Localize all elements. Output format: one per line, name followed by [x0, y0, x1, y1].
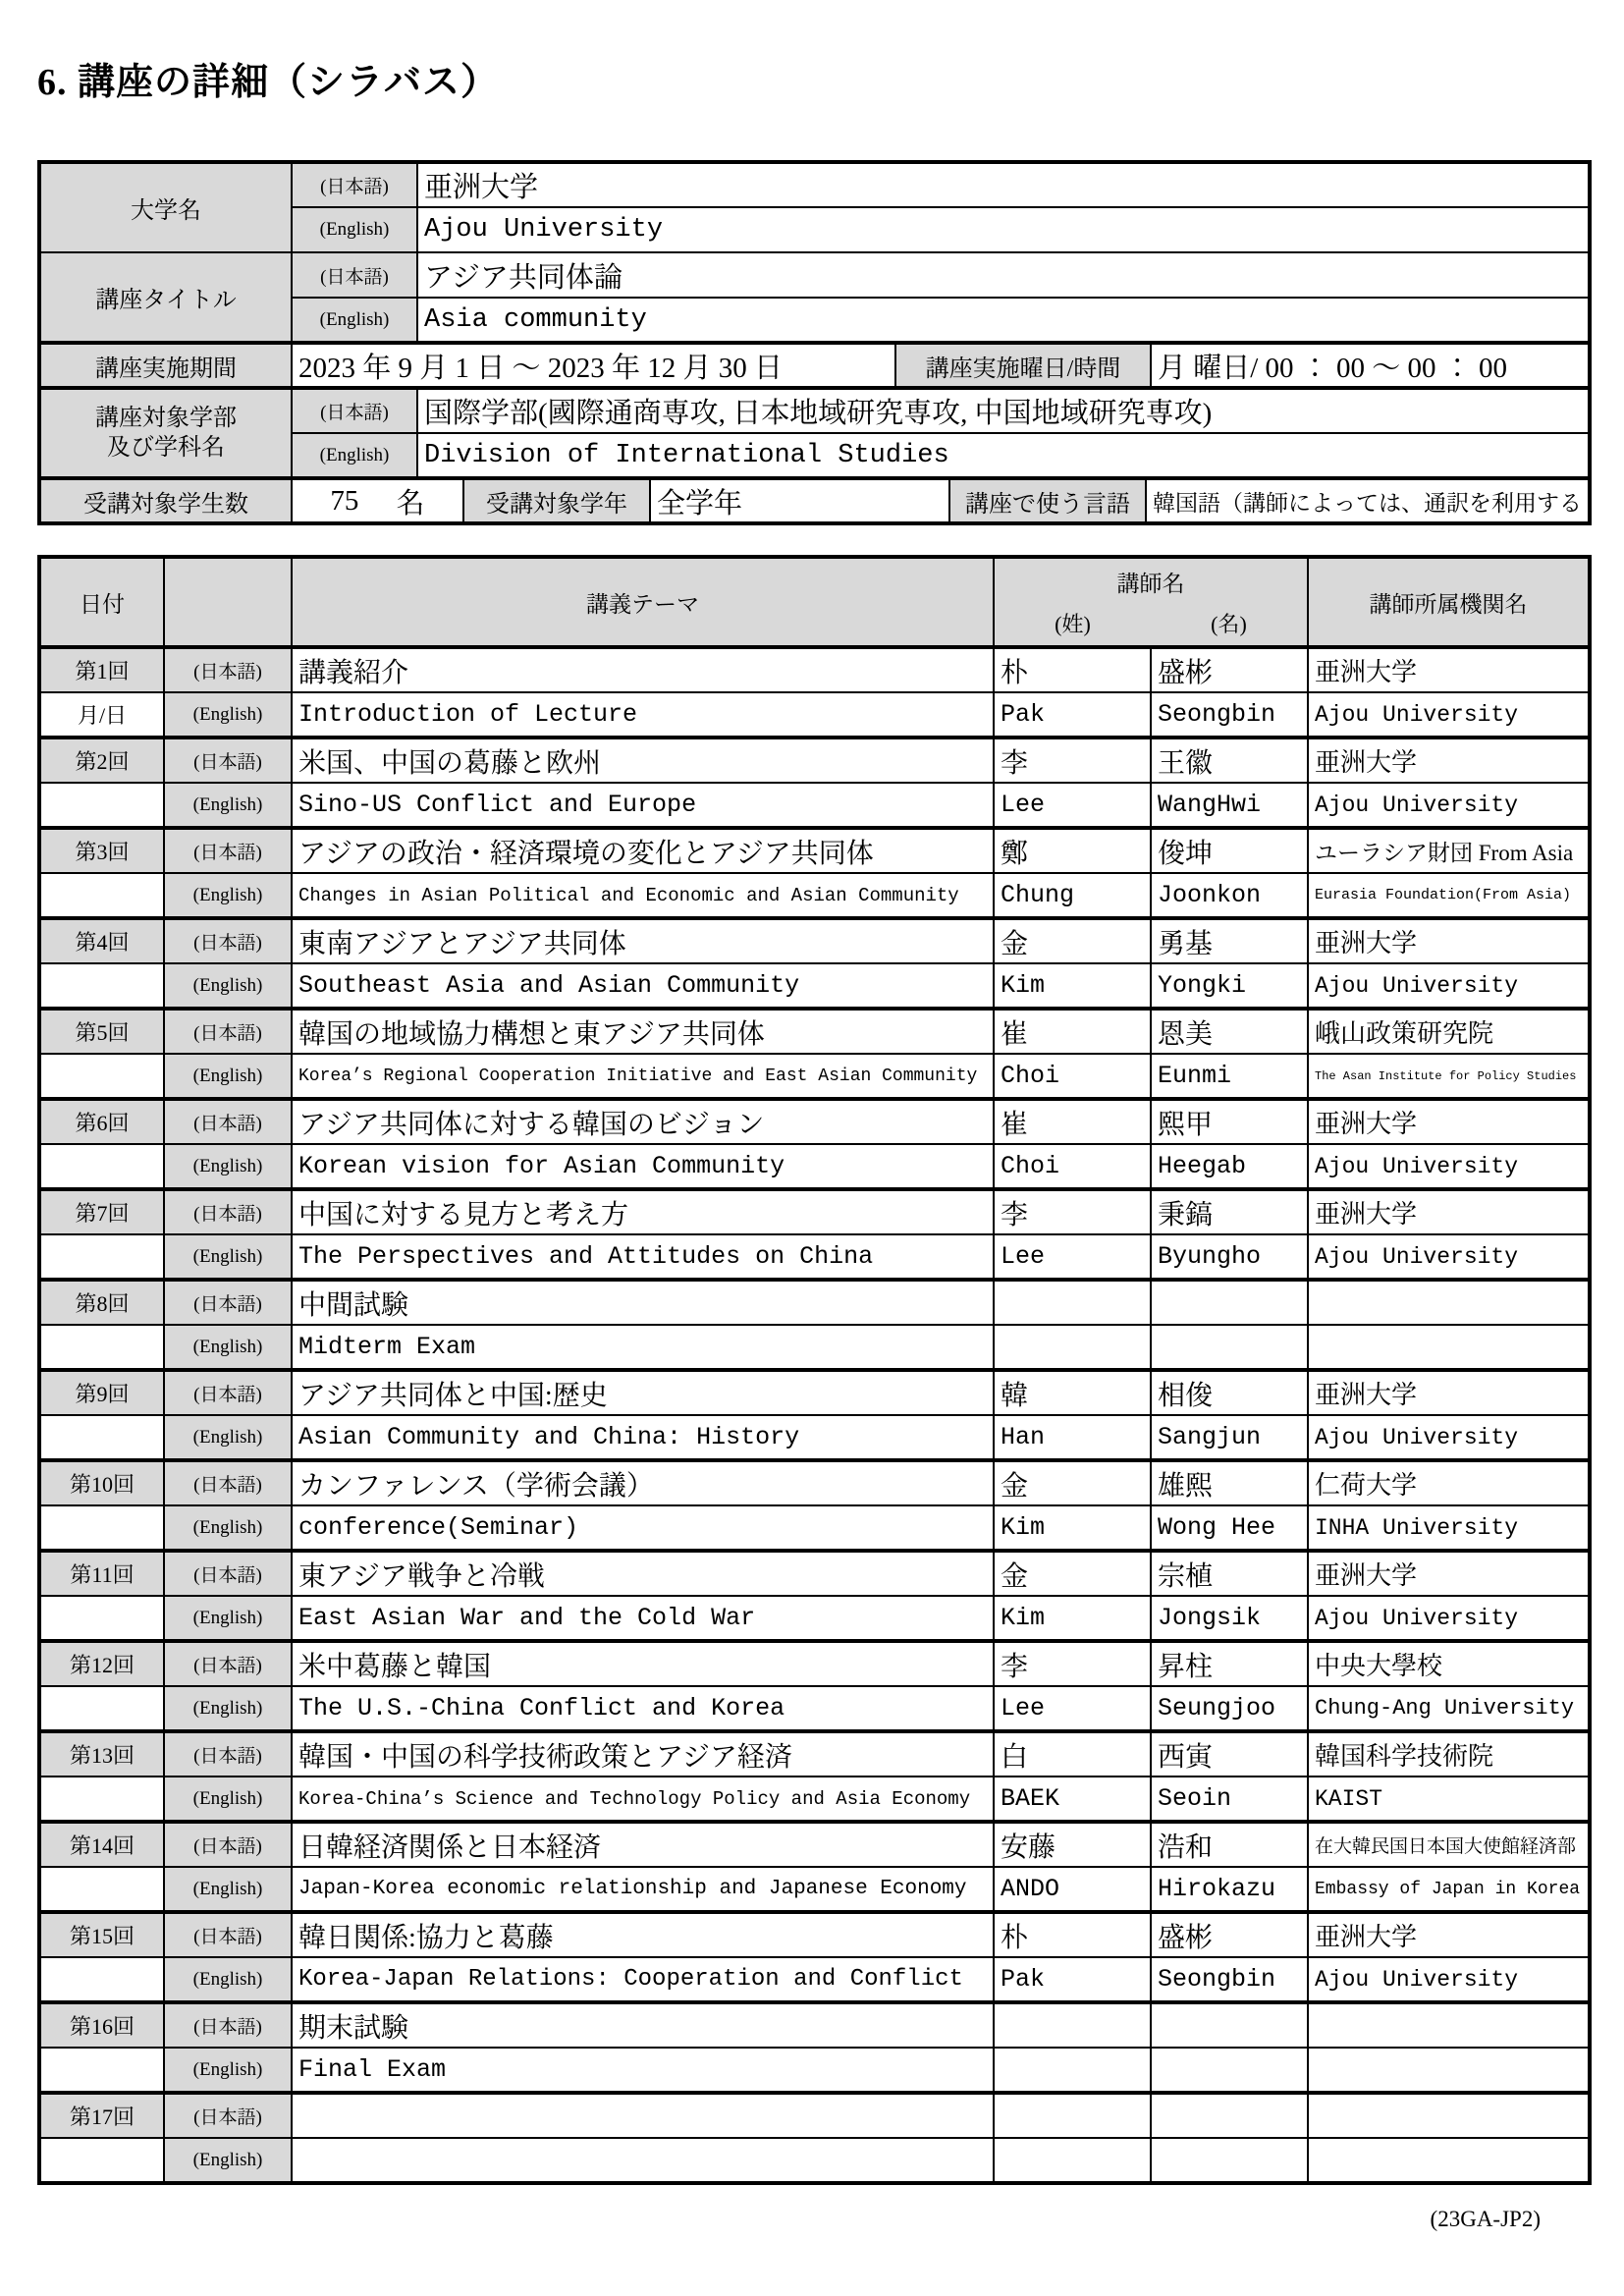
schedule-row-japanese: [39, 1912, 1590, 1957]
header-date: 日付: [39, 557, 164, 647]
lecturer-surname-en: Lee: [994, 1686, 1151, 1731]
schedule-row-japanese: [39, 1189, 1590, 1234]
round-number: 第8回: [39, 1280, 164, 1325]
faculty-label-line1: 講座対象学部: [95, 406, 237, 431]
round-number: 第6回: [39, 1099, 164, 1144]
japanese-tag: (日本語): [164, 647, 292, 692]
faculty-name-jp: 国際学部(國際通商専攻, 日本地域研究専攻, 中国地域研究専攻): [417, 388, 1590, 433]
day-time-value: 月 曜日/ 00 ： 00 ～ 00 ： 00: [1151, 343, 1590, 388]
round-date: [39, 1867, 164, 1912]
course-title-en: Asia community: [417, 298, 1590, 343]
lecture-theme-en: The U.S.-China Conflict and Korea: [292, 1686, 994, 1731]
schedule-row-english: [39, 783, 1590, 828]
round-date: [39, 783, 164, 828]
round-date: [39, 2138, 164, 2183]
schedule-row-japanese: [39, 2093, 1590, 2138]
lecturer-givenname-en: Seoin: [1151, 1777, 1308, 1822]
english-tag: (English): [292, 433, 417, 478]
lecturer-org-jp: 亜洲大学: [1308, 1551, 1590, 1596]
lecturer-org-en: [1308, 2048, 1590, 2093]
round-number: 第15回: [39, 1912, 164, 1957]
lecturer-surname-en: Lee: [994, 1234, 1151, 1280]
japanese-tag: (日本語): [164, 1460, 292, 1505]
lecturer-surname-en: Lee: [994, 783, 1151, 828]
period-label: 講座実施期間: [39, 343, 292, 388]
university-label: 大学名: [39, 162, 292, 252]
lecturer-org-jp: 韓国科学技術院: [1308, 1731, 1590, 1777]
round-date: [39, 1054, 164, 1099]
course-title-jp: アジア共同体論: [417, 252, 1590, 298]
lecturer-org-en: KAIST: [1308, 1777, 1590, 1822]
lecturer-givenname-jp: 秉鎬: [1151, 1189, 1308, 1234]
round-number: 第16回: [39, 2002, 164, 2048]
round-number: 第5回: [39, 1009, 164, 1054]
header-org: 講師所属機関名: [1308, 557, 1590, 647]
round-number: 第12回: [39, 1641, 164, 1686]
japanese-tag: (日本語): [164, 1099, 292, 1144]
lecture-theme-jp: 講義紹介: [292, 647, 994, 692]
lecturer-givenname-jp: 熙甲: [1151, 1099, 1308, 1144]
lecturer-givenname-en: [1151, 2048, 1308, 2093]
header-theme: 講義テーマ: [292, 557, 994, 647]
page-title: 6. 講座の詳細（シラバス）: [37, 62, 500, 103]
schedule-row-japanese: [39, 1551, 1590, 1596]
schedule-row-english: [39, 2048, 1590, 2093]
lecturer-givenname-jp: 俊坤: [1151, 828, 1308, 873]
lecturer-givenname-en: Yongki: [1151, 963, 1308, 1009]
lecturer-surname-en: BAEK: [994, 1777, 1151, 1822]
lecturer-org-en: Ajou University: [1308, 1234, 1590, 1280]
lecturer-org-en: Ajou University: [1308, 1144, 1590, 1189]
lecturer-surname-en: Kim: [994, 1596, 1151, 1641]
lecturer-surname-en: Chung: [994, 873, 1151, 918]
round-date: [39, 1415, 164, 1460]
english-tag: (English): [164, 1505, 292, 1551]
period-value: 2023 年 9 月 1 日 ～ 2023 年 12 月 30 日: [292, 343, 895, 388]
lecturer-givenname-en: Jongsik: [1151, 1596, 1308, 1641]
lecturer-givenname-jp: [1151, 2093, 1308, 2138]
lecturer-surname-en: Kim: [994, 1505, 1151, 1551]
lecturer-org-en: [1308, 2138, 1590, 2183]
students-count-unit: 名: [396, 487, 425, 519]
lecture-theme-en: Final Exam: [292, 2048, 994, 2093]
round-date: [39, 1325, 164, 1370]
lecturer-surname-jp: 鄭: [994, 828, 1151, 873]
lecturer-givenname-en: Wong Hee: [1151, 1505, 1308, 1551]
lecturer-surname-en: Pak: [994, 1957, 1151, 2002]
header-blank: [164, 557, 292, 647]
lecturer-org-jp: [1308, 2093, 1590, 2138]
japanese-tag: (日本語): [164, 1912, 292, 1957]
lecturer-org-en: The Asan Institute for Policy Studies: [1308, 1054, 1590, 1099]
lecturer-givenname-jp: 勇基: [1151, 918, 1308, 963]
japanese-tag: (日本語): [292, 252, 417, 298]
lecture-theme-en: Korea-Japan Relations: Cooperation and Conflict: [292, 1957, 994, 2002]
lecturer-givenname-en: Eunmi: [1151, 1054, 1308, 1099]
lecturer-surname-jp: 韓: [994, 1370, 1151, 1415]
lecturer-givenname-en: Byungho: [1151, 1234, 1308, 1280]
japanese-tag: (日本語): [164, 2093, 292, 2138]
japanese-tag: (日本語): [164, 918, 292, 963]
lecturer-org-jp: 亜洲大学: [1308, 1189, 1590, 1234]
round-number: 第7回: [39, 1189, 164, 1234]
lecturer-surname-jp: [994, 1280, 1151, 1325]
schedule-row-english: [39, 1596, 1590, 1641]
lecturer-surname-en: Han: [994, 1415, 1151, 1460]
schedule-row-japanese: [39, 828, 1590, 873]
english-tag: (English): [164, 873, 292, 918]
japanese-tag: (日本語): [164, 828, 292, 873]
lecturer-surname-jp: 李: [994, 738, 1151, 783]
lecture-theme-en: Asian Community and China: History: [292, 1415, 994, 1460]
lecture-theme-jp: 期末試験: [292, 2002, 994, 2048]
course-period-table: [37, 341, 1592, 390]
lecture-theme-jp: 米国、中国の葛藤と欧州: [292, 738, 994, 783]
schedule-row-english: [39, 692, 1590, 738]
japanese-tag: (日本語): [292, 162, 417, 207]
round-number: 第9回: [39, 1370, 164, 1415]
schedule-row-english: [39, 873, 1590, 918]
schedule-row-english: [39, 1415, 1590, 1460]
lecturer-givenname-en: Seongbin: [1151, 692, 1308, 738]
schedule-row-japanese: [39, 738, 1590, 783]
lecturer-surname-jp: 朴: [994, 1912, 1151, 1957]
lecture-theme-jp: カンファレンス（学術会議）: [292, 1460, 994, 1505]
lecturer-surname-jp: 李: [994, 1641, 1151, 1686]
schedule-row-japanese: [39, 1009, 1590, 1054]
lecture-theme-jp: [292, 2093, 994, 2138]
lecture-theme-jp: 東アジア戦争と冷戦: [292, 1551, 994, 1596]
lecturer-surname-jp: [994, 2093, 1151, 2138]
lecture-theme-en: Japan-Korea economic relationship and Japanese Economy: [292, 1867, 994, 1912]
lecturer-org-en: Ajou University: [1308, 1596, 1590, 1641]
schedule-table: [37, 555, 1592, 2185]
lecture-theme-en: Midterm Exam: [292, 1325, 994, 1370]
university-name-en: Ajou University: [417, 207, 1590, 252]
lecturer-givenname-jp: [1151, 1280, 1308, 1325]
lecturer-givenname-en: WangHwi: [1151, 783, 1308, 828]
lecturer-surname-jp: [994, 2002, 1151, 2048]
round-date: [39, 873, 164, 918]
university-name-jp: 亜洲大学: [417, 162, 1590, 207]
schedule-row-english: [39, 1957, 1590, 2002]
lecture-theme-jp: アジア共同体に対する韓国のビジョン: [292, 1099, 994, 1144]
japanese-tag: (日本語): [292, 388, 417, 433]
lecture-theme-en: Introduction of Lecture: [292, 692, 994, 738]
lecturer-org-en: Ajou University: [1308, 963, 1590, 1009]
header-lecturer-title: 講師名: [1116, 572, 1185, 596]
round-number: 第13回: [39, 1731, 164, 1777]
lecturer-givenname-en: Hirokazu: [1151, 1867, 1308, 1912]
round-number: 第1回: [39, 647, 164, 692]
lecturer-givenname-jp: 恩美: [1151, 1009, 1308, 1054]
header-lecturer: [994, 557, 1308, 647]
english-tag: (English): [164, 2138, 292, 2183]
japanese-tag: (日本語): [164, 1641, 292, 1686]
japanese-tag: (日本語): [164, 1822, 292, 1867]
lecture-theme-jp: 米中葛藤と韓国: [292, 1641, 994, 1686]
lecturer-org-jp: 峨山政策研究院: [1308, 1009, 1590, 1054]
japanese-tag: (日本語): [164, 1370, 292, 1415]
lecturer-givenname-jp: 盛彬: [1151, 647, 1308, 692]
students-table: [37, 476, 1592, 525]
round-date: [39, 1957, 164, 2002]
lecturer-givenname-jp: 雄熙: [1151, 1460, 1308, 1505]
lecture-theme-en: Changes in Asian Political and Economic and Asian Community: [292, 873, 994, 918]
japanese-tag: (日本語): [164, 1551, 292, 1596]
round-number: 第11回: [39, 1551, 164, 1596]
lecturer-givenname-jp: 盛彬: [1151, 1912, 1308, 1957]
round-number: 第10回: [39, 1460, 164, 1505]
lecture-theme-en: Korea-China’s Science and Technology Policy and Asia Economy: [292, 1777, 994, 1822]
lecturer-surname-jp: 金: [994, 1551, 1151, 1596]
lecturer-givenname-en: Seongbin: [1151, 1957, 1308, 2002]
lecturer-givenname-jp: 浩和: [1151, 1822, 1308, 1867]
english-tag: (English): [164, 1686, 292, 1731]
faculty-label: [39, 388, 292, 478]
lecture-theme-en: Sino-US Conflict and Europe: [292, 783, 994, 828]
lecturer-givenname-jp: 王徽: [1151, 738, 1308, 783]
lecturer-givenname-jp: [1151, 2002, 1308, 2048]
lecturer-org-jp: 亜洲大学: [1308, 1912, 1590, 1957]
course-info-table: [37, 160, 1592, 345]
english-tag: (English): [164, 1415, 292, 1460]
lecture-theme-en: Korea’s Regional Cooperation Initiative and East Asian Community: [292, 1054, 994, 1099]
schedule-body: [39, 647, 1590, 2183]
schedule-row-japanese: [39, 1822, 1590, 1867]
schedule-row-english: [39, 1325, 1590, 1370]
lecture-theme-en: Korean vision for Asian Community: [292, 1144, 994, 1189]
schedule-row-japanese: [39, 647, 1590, 692]
round-date: [39, 1505, 164, 1551]
day-time-label: 講座実施曜日/時間: [895, 343, 1151, 388]
lecturer-org-en: Eurasia Foundation(From Asia): [1308, 873, 1590, 918]
english-tag: (English): [164, 1867, 292, 1912]
lecturer-org-jp: 亜洲大学: [1308, 1099, 1590, 1144]
lecturer-org-jp: 在大韓民国日本国大使館経済部: [1308, 1822, 1590, 1867]
lecturer-surname-jp: 崔: [994, 1099, 1151, 1144]
lecturer-org-en: INHA University: [1308, 1505, 1590, 1551]
lecture-theme-jp: 中間試験: [292, 1280, 994, 1325]
lecturer-org-jp: 中央大學校: [1308, 1641, 1590, 1686]
japanese-tag: (日本語): [164, 1189, 292, 1234]
schedule-row-japanese: [39, 1099, 1590, 1144]
lecturer-org-en: Chung-Ang University: [1308, 1686, 1590, 1731]
round-date: 月/日: [39, 692, 164, 738]
faculty-label-line2: 及び学科名: [107, 435, 225, 461]
lecture-theme-en: East Asian War and the Cold War: [292, 1596, 994, 1641]
lecture-theme-en: conference(Seminar): [292, 1505, 994, 1551]
lecture-theme-jp: 韓国の地域協力構想と東アジア共同体: [292, 1009, 994, 1054]
schedule-row-japanese: [39, 1731, 1590, 1777]
lecturer-org-jp: 仁荷大学: [1308, 1460, 1590, 1505]
english-tag: (English): [292, 298, 417, 343]
header-surname: (姓): [1055, 612, 1091, 636]
lecture-theme-jp: 日韓経済関係と日本経済: [292, 1822, 994, 1867]
round-number: 第3回: [39, 828, 164, 873]
lecturer-surname-jp: 金: [994, 918, 1151, 963]
lecture-theme-jp: 中国に対する見方と考え方: [292, 1189, 994, 1234]
lecturer-surname-jp: 安藤: [994, 1822, 1151, 1867]
english-tag: (English): [164, 692, 292, 738]
document-code: (23GA-JP2): [1430, 2207, 1541, 2231]
lecturer-givenname-en: Joonkon: [1151, 873, 1308, 918]
round-date: [39, 1686, 164, 1731]
schedule-row-english: [39, 1234, 1590, 1280]
schedule-row-japanese: [39, 1280, 1590, 1325]
japanese-tag: (日本語): [164, 1009, 292, 1054]
round-date: [39, 1234, 164, 1280]
japanese-tag: (日本語): [164, 1731, 292, 1777]
japanese-tag: (日本語): [164, 738, 292, 783]
lecturer-org-jp: 亜洲大学: [1308, 738, 1590, 783]
lecturer-org-jp: [1308, 1280, 1590, 1325]
lecturer-givenname-jp: 相俊: [1151, 1370, 1308, 1415]
lecturer-givenname-en: [1151, 1325, 1308, 1370]
students-label: 受講対象学生数: [39, 478, 292, 523]
lecturer-givenname-jp: 西寅: [1151, 1731, 1308, 1777]
lecturer-givenname-en: Sangjun: [1151, 1415, 1308, 1460]
lecturer-givenname-en: Heegab: [1151, 1144, 1308, 1189]
lecture-theme-jp: 韓日関係:協力と葛藤: [292, 1912, 994, 1957]
english-tag: (English): [164, 1325, 292, 1370]
schedule-row-english: [39, 963, 1590, 1009]
english-tag: (English): [164, 783, 292, 828]
round-date: [39, 1777, 164, 1822]
english-tag: (English): [164, 1777, 292, 1822]
round-date: [39, 1144, 164, 1189]
lecturer-surname-jp: 崔: [994, 1009, 1151, 1054]
lecturer-surname-en: Pak: [994, 692, 1151, 738]
schedule-row-english: [39, 1777, 1590, 1822]
schedule-row-english: [39, 1054, 1590, 1099]
schedule-row-english: [39, 1144, 1590, 1189]
language-label: 講座で使う言語: [949, 478, 1146, 523]
schedule-row-japanese: [39, 2002, 1590, 2048]
lecturer-surname-en: [994, 1325, 1151, 1370]
students-count-cell: [292, 478, 463, 523]
lecturer-givenname-jp: 宗植: [1151, 1551, 1308, 1596]
lecturer-org-en: Ajou University: [1308, 1415, 1590, 1460]
english-tag: (English): [164, 1234, 292, 1280]
lecture-theme-en: [292, 2138, 994, 2183]
schedule-row-english: [39, 2138, 1590, 2183]
round-date: [39, 1596, 164, 1641]
lecturer-surname-en: [994, 2138, 1151, 2183]
english-tag: (English): [164, 1957, 292, 2002]
english-tag: (English): [164, 1054, 292, 1099]
lecturer-surname-jp: 朴: [994, 647, 1151, 692]
lecturer-org-en: Ajou University: [1308, 692, 1590, 738]
lecturer-surname-en: ANDO: [994, 1867, 1151, 1912]
lecture-theme-jp: 東南アジアとアジア共同体: [292, 918, 994, 963]
japanese-tag: (日本語): [164, 2002, 292, 2048]
schedule-row-english: [39, 1505, 1590, 1551]
schedule-row-english: [39, 1867, 1590, 1912]
round-number: 第14回: [39, 1822, 164, 1867]
faculty-table: [37, 386, 1592, 480]
round-number: 第17回: [39, 2093, 164, 2138]
schedule-row-japanese: [39, 1370, 1590, 1415]
lecturer-givenname-en: [1151, 2138, 1308, 2183]
round-number: 第4回: [39, 918, 164, 963]
lecturer-surname-en: Choi: [994, 1144, 1151, 1189]
faculty-name-en: Division of International Studies: [417, 433, 1590, 478]
round-date: [39, 2048, 164, 2093]
students-count-value: 75: [330, 484, 359, 517]
japanese-tag: (日本語): [164, 1280, 292, 1325]
lecturer-org-en: Ajou University: [1308, 1957, 1590, 2002]
grade-label: 受講対象学年: [463, 478, 650, 523]
lecturer-org-jp: 亜洲大学: [1308, 647, 1590, 692]
lecturer-org-jp: 亜洲大学: [1308, 1370, 1590, 1415]
schedule-row-english: [39, 1686, 1590, 1731]
english-tag: (English): [164, 1596, 292, 1641]
lecturer-org-jp: [1308, 2002, 1590, 2048]
lecturer-surname-jp: 金: [994, 1460, 1151, 1505]
english-tag: (English): [164, 1144, 292, 1189]
course-title-label: 講座タイトル: [39, 252, 292, 343]
lecturer-surname-en: [994, 2048, 1151, 2093]
lecturer-surname-en: Choi: [994, 1054, 1151, 1099]
english-tag: (English): [164, 2048, 292, 2093]
lecturer-surname-en: Kim: [994, 963, 1151, 1009]
lecture-theme-jp: 韓国・中国の科学技術政策とアジア経済: [292, 1731, 994, 1777]
lecturer-org-jp: ユーラシア財団 From Asia: [1308, 828, 1590, 873]
lecturer-org-en: Embassy of Japan in Korea: [1308, 1867, 1590, 1912]
grade-value: 全学年: [650, 478, 949, 523]
schedule-row-japanese: [39, 1641, 1590, 1686]
lecturer-org-jp: 亜洲大学: [1308, 918, 1590, 963]
schedule-row-japanese: [39, 1460, 1590, 1505]
lecture-theme-en: Southeast Asia and Asian Community: [292, 963, 994, 1009]
round-number: 第2回: [39, 738, 164, 783]
lecturer-org-en: [1308, 1325, 1590, 1370]
english-tag: (English): [164, 963, 292, 1009]
lecturer-surname-jp: 李: [994, 1189, 1151, 1234]
round-date: [39, 963, 164, 1009]
english-tag: (English): [292, 207, 417, 252]
lecture-theme-en: The Perspectives and Attitudes on China: [292, 1234, 994, 1280]
schedule-row-japanese: [39, 918, 1590, 963]
lecture-theme-jp: アジアの政治・経済環境の変化とアジア共同体: [292, 828, 994, 873]
lecturer-givenname-jp: 昇柱: [1151, 1641, 1308, 1686]
header-givenname: (名): [1211, 612, 1247, 636]
lecture-theme-jp: アジア共同体と中国:歴史: [292, 1370, 994, 1415]
language-value: 韓国語（講師によっては、通訳を利用する: [1146, 478, 1590, 523]
lecturer-org-en: Ajou University: [1308, 783, 1590, 828]
lecturer-givenname-en: Seungjoo: [1151, 1686, 1308, 1731]
lecturer-surname-jp: 白: [994, 1731, 1151, 1777]
